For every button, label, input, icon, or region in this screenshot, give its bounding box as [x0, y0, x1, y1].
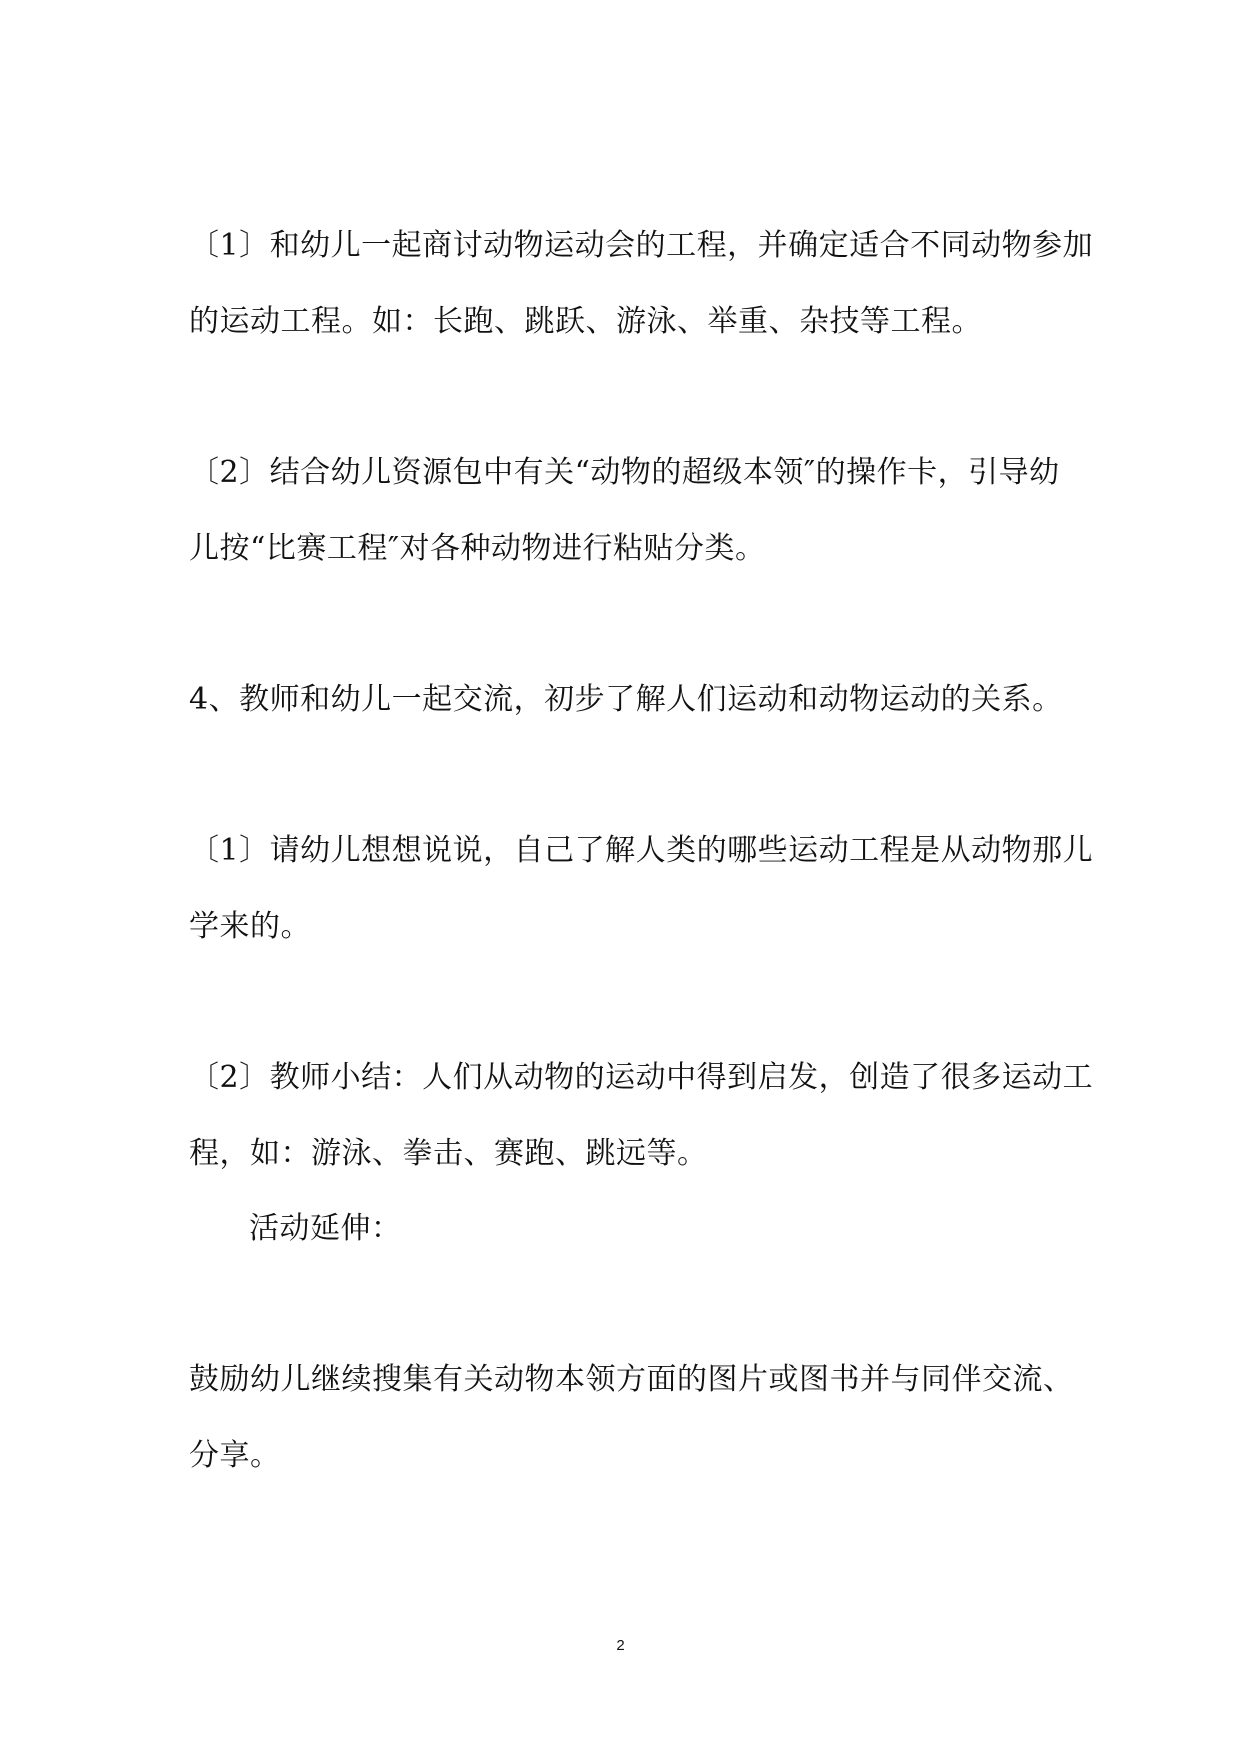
paragraph-line: 程，如：游泳、拳击、赛跑、跳远等。 [189, 1136, 708, 1171]
paragraph-line: 〔1〕请幼儿想想说说，自己了解人类的哪些运动工程是从动物那儿 [189, 833, 1094, 868]
paragraph-line: 分享。 [189, 1438, 281, 1473]
paragraph-line: 〔2〕教师小结：人们从动物的运动中得到启发，创造了很多运动工 [189, 1060, 1094, 1095]
page-number: 2 [616, 1637, 625, 1654]
section-heading: 活动延伸： [249, 1211, 402, 1246]
paragraph-line: 儿按“比赛工程″对各种动物进行粘贴分类。 [189, 531, 766, 566]
paragraph-line: 的运动工程。如：长跑、跳跃、游泳、举重、杂技等工程。 [189, 304, 982, 339]
paragraph-line: 〔1〕和幼儿一起商讨动物运动会的工程，并确定适合不同动物参加 [189, 228, 1094, 263]
paragraph-line: 学来的。 [189, 909, 311, 944]
paragraph-line: 〔2〕结合幼儿资源包中有关“动物的超级本领″的操作卡，引导幼 [189, 455, 1060, 490]
paragraph-line: 鼓励幼儿继续搜集有关动物本领方面的图片或图书并与同伴交流、 [189, 1362, 1074, 1397]
paragraph-line: 4、教师和幼儿一起交流，初步了解人们运动和动物运动的关系。 [189, 682, 1063, 717]
